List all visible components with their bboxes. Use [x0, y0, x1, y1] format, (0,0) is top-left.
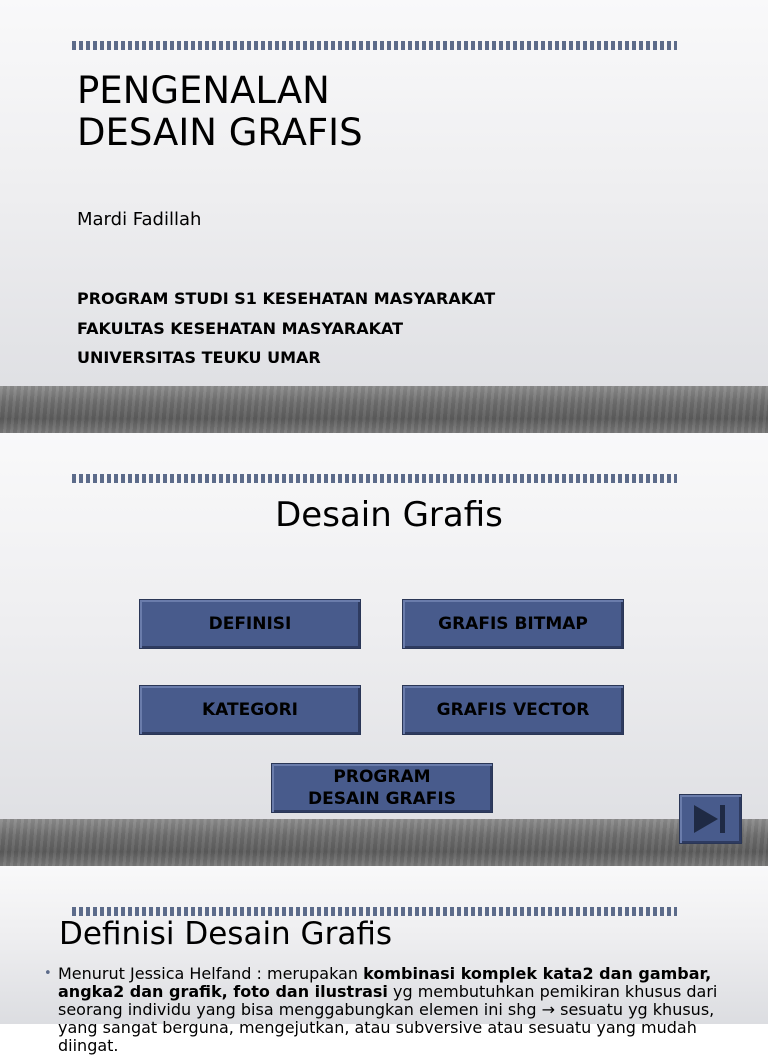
skip-next-icon: [692, 803, 730, 835]
slide-definisi: [0, 866, 768, 1055]
title-line-1: PENGENALAN: [77, 69, 330, 112]
decorative-stripe: [72, 907, 677, 916]
presentation-title: [77, 70, 363, 154]
definition-bullet: [44, 965, 744, 1055]
grafis-bitmap-button-label: GRAFIS BITMAP: [438, 614, 588, 634]
institution-line-program: PROGRAM STUDI S1 KESEHATAN MASYARAKAT: [77, 289, 496, 308]
bullet-dot-icon: •: [44, 966, 52, 981]
definition-bold: kombinasi komplek kata2 dan gambar, angka2 dan grafik, foto dan ilustrasi: [58, 964, 712, 1001]
title-line-2: DESAIN GRAFIS: [77, 111, 363, 154]
definisi-button-label: DEFINISI: [208, 614, 292, 634]
institution-line-faculty: FAKULTAS KESEHATAN MASYARAKAT: [77, 318, 404, 338]
slide-title-definisi: Definisi Desain Grafis: [59, 916, 392, 952]
definition-rest: yg membutuhkan pemikiran khusus dari seorang individu yang bisa menggabungkan elemen ini shg → sesuatu yg khusus, yang sangat berguna, mengejutkan, atau subversive atau sesuatu yang mudah diingat.: [58, 982, 718, 1055]
decorative-stripe: [72, 474, 677, 483]
kategori-button-label: KATEGORI: [201, 700, 299, 720]
definisi-button[interactable]: [139, 599, 361, 649]
next-slide-button[interactable]: [679, 794, 742, 844]
definition-text: [58, 965, 744, 1055]
slide-menu: [0, 433, 768, 866]
program-label-line-2: DESAIN GRAFIS: [308, 789, 456, 809]
grafis-bitmap-button[interactable]: [402, 599, 624, 649]
definition-intro: Menurut Jessica Helfand : merupakan: [58, 964, 364, 983]
author-name: Mardi Fadillah: [77, 209, 202, 230]
floor-texture: [0, 819, 768, 866]
slide-title-desain-grafis: Desain Grafis: [275, 495, 503, 535]
program-desain-grafis-button-label: [308, 766, 456, 810]
slide-title: [0, 0, 768, 433]
institution-block: [77, 284, 495, 373]
kategori-button[interactable]: [139, 685, 361, 735]
program-desain-grafis-button[interactable]: [271, 763, 493, 813]
program-label-line-1: PROGRAM: [333, 767, 431, 787]
grafis-vector-button-label: GRAFIS VECTOR: [436, 700, 590, 720]
institution-line-university: UNIVERSITAS TEUKU UMAR: [77, 348, 321, 367]
grafis-vector-button[interactable]: [402, 685, 624, 735]
floor-texture: [0, 386, 768, 433]
decorative-stripe: [72, 41, 677, 50]
